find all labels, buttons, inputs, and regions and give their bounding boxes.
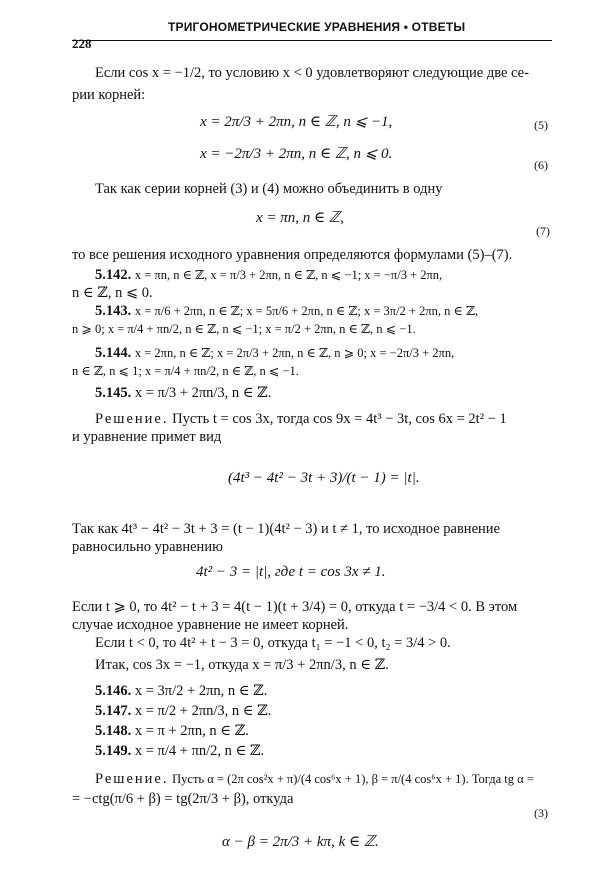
- text-line: рии корней:: [72, 87, 146, 103]
- text-line: Так как 4t³ − 4t² − 3t + 3 = (t − 1)(4t² − 3) и t ≠ 1, то исходное равнение: [72, 521, 500, 537]
- header-rule: [72, 40, 552, 41]
- page-number: 228: [72, 36, 92, 51]
- equation-6: x = −2π/3 + 2πn, n ∈ ℤ, n ⩽ 0.: [200, 146, 393, 162]
- text-line: = −ctg(π/6 + β) = tg(2π/3 + β), откуда: [72, 791, 294, 807]
- equation-abs: 4t² − 3 = |t|, где t = cos 3x ≠ 1.: [196, 564, 386, 580]
- problem-5-143: [95, 302, 478, 320]
- equation-number: (7): [536, 224, 550, 238]
- answer-text: x = π/2 + 2πn/3, n ∈ ℤ.: [134, 703, 272, 719]
- answer-text: x = 3π/2 + 2πn, n ∈ ℤ.: [134, 683, 268, 699]
- answer-text: x = π/6 + 2πn, n ∈ ℤ; x = 5π/6 + 2πn, n ∈ ℤ; x = 3π/2 + 2πn, n ∈ ℤ,: [134, 304, 479, 318]
- text-line: равносильно уравнению: [72, 539, 223, 555]
- problem-label: 5.142.: [95, 267, 132, 283]
- solution-word: Решение.: [95, 411, 169, 427]
- problem-label: 5.149.: [95, 743, 132, 759]
- answer-text: x = π + 2πn, n ∈ ℤ.: [134, 723, 249, 739]
- answer-text: x = π/3 + 2πn/3, n ∈ ℤ.: [134, 385, 272, 401]
- text-line: n ∈ ℤ, n ⩽ 1; x = π/4 + πn/2, n ∈ ℤ, n ⩽ −1.: [72, 364, 299, 378]
- problem-5-147: [95, 702, 271, 720]
- equation-number: (6): [534, 158, 548, 172]
- text-line: n ∈ ℤ, n ⩽ 0.: [72, 285, 153, 301]
- text-line: Если t < 0, то 4t² + t − 3 = 0, откуда t₁ = −1 < 0, t₂ = 3/4 > 0.: [95, 635, 451, 651]
- text-line: n ⩾ 0; x = π/4 + πn/2, n ∈ ℤ, n ⩽ −1; x = π/2 + 2πn, n ∈ ℤ, n ⩽ −1.: [72, 322, 416, 336]
- problem-5-149: [95, 742, 264, 760]
- solution-word: Решение.: [95, 771, 169, 787]
- text-line: случае исходное уравнение не имеет корней.: [72, 617, 349, 633]
- text-line: Если cos x = −1/2, то условию x < 0 удовлетворяют следующие две се-: [95, 65, 529, 81]
- equation-5: x = 2π/3 + 2πn, n ∈ ℤ, n ⩽ −1,: [200, 114, 393, 130]
- answer-text: x = πn, n ∈ ℤ, x = π/3 + 2πn, n ∈ ℤ, n ⩽ −1; x = −π/3 + 2πn,: [134, 268, 443, 282]
- problem-5-146: [95, 682, 267, 700]
- problem-5-148: [95, 722, 249, 740]
- solution-paragraph: [95, 770, 534, 788]
- problem-5-142: [95, 266, 442, 284]
- running-header: ТРИГОНОМЕТРИЧЕСКИЕ УРАВНЕНИЯ • ОТВЕТЫ: [168, 20, 466, 34]
- equation-final: α − β = 2π/3 + kπ, k ∈ ℤ.: [222, 834, 379, 850]
- problem-5-144: [95, 344, 454, 362]
- problem-label: 5.148.: [95, 723, 132, 739]
- answer-text: x = π/4 + πn/2, n ∈ ℤ.: [134, 743, 265, 759]
- text-line: Если t ⩾ 0, то 4t² − t + 3 = 4(t − 1)(t + 3/4) = 0, откуда t = −3/4 < 0. В этом: [72, 599, 518, 615]
- text-line: Так как серии корней (3) и (4) можно объединить в одну: [95, 181, 443, 197]
- problem-label: 5.145.: [95, 385, 132, 401]
- equation-fraction: (4t³ − 4t² − 3t + 3)/(t − 1) = |t|.: [228, 470, 420, 486]
- problem-label: 5.143.: [95, 303, 132, 319]
- text-line: Итак, cos 3x = −1, откуда x = π/3 + 2πn/3, n ∈ ℤ.: [95, 657, 389, 673]
- solution-paragraph: [95, 410, 507, 428]
- problem-label: 5.146.: [95, 683, 132, 699]
- equation-number: (5): [534, 118, 548, 132]
- equation-number: (3): [534, 806, 548, 820]
- equation-7: x = πn, n ∈ ℤ,: [256, 210, 344, 226]
- problem-label: 5.147.: [95, 703, 132, 719]
- answer-text: x = 2πn, n ∈ ℤ; x = 2π/3 + 2πn, n ∈ ℤ, n ⩾ 0; x = −2π/3 + 2πn,: [134, 346, 455, 360]
- solution-text: Пусть α = (2π cos²x + π)/(4 cos⁶x + 1), β = π/(4 cos⁶x + 1). Тогда tg α =: [172, 772, 534, 786]
- problem-label: 5.144.: [95, 345, 132, 361]
- text-line: то все решения исходного уравнения определяются формулами (5)–(7).: [72, 247, 513, 263]
- problem-5-145: [95, 384, 271, 402]
- text-line: и уравнение примет вид: [72, 429, 222, 445]
- solution-text: Пусть t = cos 3x, тогда cos 9x = 4t³ − 3t, cos 6x = 2t² − 1: [172, 411, 507, 427]
